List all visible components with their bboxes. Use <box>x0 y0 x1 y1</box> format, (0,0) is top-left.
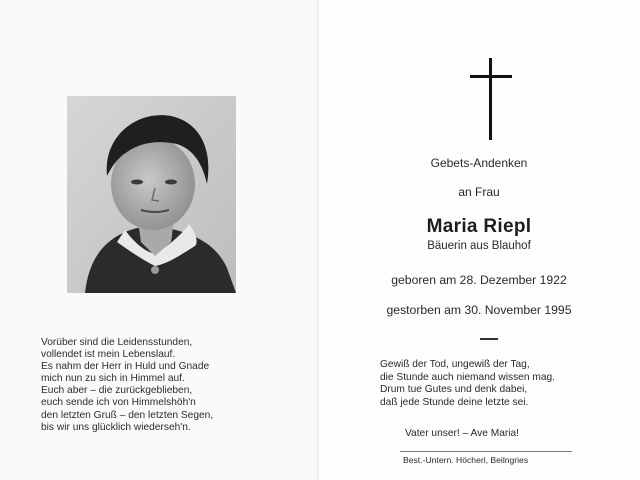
verse-line: daß jede Stunde deine letzte sei. <box>380 396 529 408</box>
verse-line: Drum tue Gutes und denk dabei, <box>380 384 528 395</box>
memorial-heading: Gebets-Andenken <box>430 156 528 170</box>
poem-line: mich nun zu sich in Himmel auf. <box>41 373 185 385</box>
poem-line: euch sende ich von Himmelshöh'n <box>41 397 196 409</box>
deceased-name: Maria Riepl <box>426 216 532 237</box>
verse <box>380 359 620 409</box>
printer-credit: Best.-Untern. Höcherl, Beilngries <box>403 455 529 465</box>
printer-rule <box>400 451 572 452</box>
poem-line: Vorüber sind die Leidensstunden, <box>41 337 193 348</box>
salutation: an Frau <box>458 185 500 199</box>
poem-line: Es nahm der Herr in Huld und Gnade <box>41 361 210 373</box>
birth-date: geboren am 28. Dezember 1922 <box>391 273 567 287</box>
occupation: Bäuerin aus Blauhof <box>427 240 531 252</box>
divider-dash <box>480 338 498 340</box>
cross-icon <box>470 58 512 145</box>
death-date: gestorben am 30. November 1995 <box>386 303 572 317</box>
poem-line: Euch aber – die zurückgeblieben, <box>41 385 193 397</box>
poem <box>41 337 301 434</box>
verse-line: Gewiß der Tod, ungewiß der Tag, <box>380 359 530 370</box>
poem-line: bis wir uns glücklich wiederseh'n. <box>41 421 191 433</box>
poem-line: den letzten Gruß – den letzten Segen, <box>41 409 214 421</box>
poem-line: vollendet ist mein Lebenslauf. <box>41 349 176 361</box>
verse-line: die Stunde auch niemand wissen mag. <box>380 371 555 383</box>
prayer-line: Vater unser! – Ave Maria! <box>405 428 520 439</box>
portrait-photo <box>67 96 236 293</box>
